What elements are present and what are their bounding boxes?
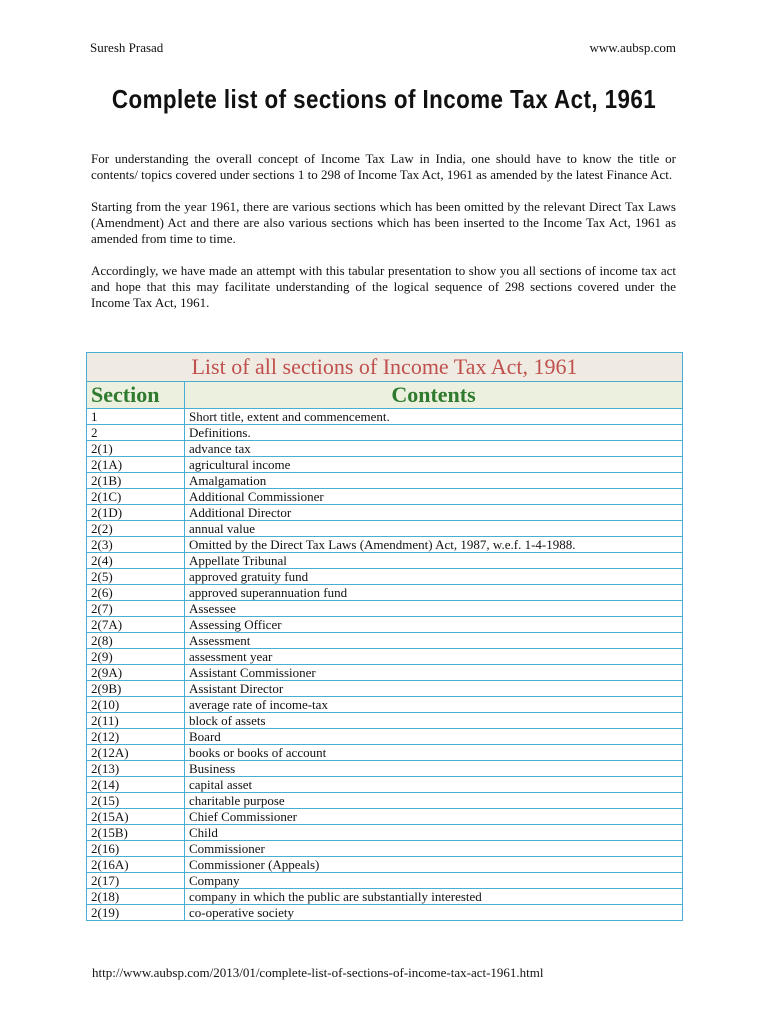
section-contents-cell: Omitted by the Direct Tax Laws (Amendment) Act, 1987, w.e.f. 1-4-1988. bbox=[185, 537, 683, 553]
section-number-cell: 2(16) bbox=[87, 841, 185, 857]
table-row bbox=[87, 489, 683, 505]
section-number-cell: 2(6) bbox=[87, 585, 185, 601]
table-row bbox=[87, 425, 683, 441]
section-contents-cell: agricultural income bbox=[185, 457, 683, 473]
section-number-cell: 2(1C) bbox=[87, 489, 185, 505]
section-contents-cell: co-operative society bbox=[185, 905, 683, 921]
section-contents-cell: advance tax bbox=[185, 441, 683, 457]
table-row bbox=[87, 905, 683, 921]
section-contents-cell: Board bbox=[185, 729, 683, 745]
section-number-cell: 2(15B) bbox=[87, 825, 185, 841]
section-number-cell: 2(1A) bbox=[87, 457, 185, 473]
section-number-cell: 2(10) bbox=[87, 697, 185, 713]
section-contents-cell: Short title, extent and commencement. bbox=[185, 409, 683, 425]
section-number-cell: 2(3) bbox=[87, 537, 185, 553]
table-row bbox=[87, 409, 683, 425]
header-site-link[interactable]: www.aubsp.com bbox=[589, 40, 676, 55]
table-row bbox=[87, 617, 683, 633]
section-contents-cell: Assessing Officer bbox=[185, 617, 683, 633]
section-number-cell: 2(9B) bbox=[87, 681, 185, 697]
sections-table bbox=[86, 352, 683, 921]
section-contents-cell: Amalgamation bbox=[185, 473, 683, 489]
table-row bbox=[87, 825, 683, 841]
section-contents-cell: annual value bbox=[185, 521, 683, 537]
section-number-cell: 2(11) bbox=[87, 713, 185, 729]
section-contents-cell: Commissioner bbox=[185, 841, 683, 857]
table-row bbox=[87, 745, 683, 761]
column-header-contents: Contents bbox=[185, 382, 683, 409]
section-contents-cell: Assessment bbox=[185, 633, 683, 649]
section-contents-cell: Assistant Director bbox=[185, 681, 683, 697]
section-contents-cell: Additional Commissioner bbox=[185, 489, 683, 505]
section-number-cell: 2(12) bbox=[87, 729, 185, 745]
table-row bbox=[87, 441, 683, 457]
section-number-cell: 1 bbox=[87, 409, 185, 425]
section-number-cell: 2(15A) bbox=[87, 809, 185, 825]
section-number-cell: 2(7A) bbox=[87, 617, 185, 633]
table-row bbox=[87, 697, 683, 713]
intro-paragraph: Starting from the year 1961, there are various sections which has been omitted by the relevant Direct Tax Laws (Amendment) Act and there are also various sections which has been inserted to the Income Tax Act, 1961 as amended from time to time. bbox=[91, 199, 676, 246]
section-contents-cell: Business bbox=[185, 761, 683, 777]
section-contents-cell: Child bbox=[185, 825, 683, 841]
section-contents-cell: Appellate Tribunal bbox=[185, 553, 683, 569]
table-row bbox=[87, 857, 683, 873]
section-number-cell: 2(15) bbox=[87, 793, 185, 809]
table-row bbox=[87, 601, 683, 617]
section-contents-cell: approved gratuity fund bbox=[185, 569, 683, 585]
table-title: List of all sections of Income Tax Act, 1961 bbox=[87, 353, 683, 382]
section-number-cell: 2(14) bbox=[87, 777, 185, 793]
section-number-cell: 2(1) bbox=[87, 441, 185, 457]
section-contents-cell: Additional Director bbox=[185, 505, 683, 521]
section-contents-cell: Commissioner (Appeals) bbox=[185, 857, 683, 873]
section-number-cell: 2(18) bbox=[87, 889, 185, 905]
section-contents-cell: Assessee bbox=[185, 601, 683, 617]
section-contents-cell: average rate of income-tax bbox=[185, 697, 683, 713]
table-row bbox=[87, 681, 683, 697]
footer-url[interactable]: http://www.aubsp.com/2013/01/complete-list-of-sections-of-income-tax-act-1961.html bbox=[92, 965, 544, 980]
section-number-cell: 2(12A) bbox=[87, 745, 185, 761]
intro-paragraph: Accordingly, we have made an attempt with this tabular presentation to show you all sections of income tax act and hope that this may facilitate understanding of the logical sequence of 298 sections covered under the Income Tax Act, 1961. bbox=[91, 263, 676, 310]
section-number-cell: 2(1B) bbox=[87, 473, 185, 489]
section-number-cell: 2(5) bbox=[87, 569, 185, 585]
page-title: Complete list of sections of Income Tax Act, 1961 bbox=[111, 84, 657, 114]
page-header bbox=[90, 40, 676, 56]
section-number-cell: 2(17) bbox=[87, 873, 185, 889]
section-contents-cell: capital asset bbox=[185, 777, 683, 793]
column-header-section: Section bbox=[87, 382, 185, 409]
table-row bbox=[87, 649, 683, 665]
intro-paragraph: For understanding the overall concept of Income Tax Law in India, one should have to know the title or contents/ topics covered under sections 1 to 298 of Income Tax Act, 1961 as amended by the latest Finance Act. bbox=[91, 151, 676, 182]
section-contents-cell: Definitions. bbox=[185, 425, 683, 441]
section-number-cell: 2(4) bbox=[87, 553, 185, 569]
section-number-cell: 2(2) bbox=[87, 521, 185, 537]
table-row bbox=[87, 553, 683, 569]
table-body bbox=[87, 409, 683, 921]
table-header-row bbox=[87, 382, 683, 409]
table-row bbox=[87, 729, 683, 745]
table-row bbox=[87, 889, 683, 905]
section-contents-cell: Chief Commissioner bbox=[185, 809, 683, 825]
section-number-cell: 2(7) bbox=[87, 601, 185, 617]
section-number-cell: 2(1D) bbox=[87, 505, 185, 521]
table-row bbox=[87, 793, 683, 809]
section-contents-cell: approved superannuation fund bbox=[185, 585, 683, 601]
table-row bbox=[87, 665, 683, 681]
section-number-cell: 2(9) bbox=[87, 649, 185, 665]
table-row bbox=[87, 457, 683, 473]
table-row bbox=[87, 521, 683, 537]
table-row bbox=[87, 761, 683, 777]
table-row bbox=[87, 809, 683, 825]
table-row bbox=[87, 777, 683, 793]
table-row bbox=[87, 537, 683, 553]
section-number-cell: 2 bbox=[87, 425, 185, 441]
intro-text bbox=[91, 151, 676, 327]
section-number-cell: 2(9A) bbox=[87, 665, 185, 681]
table-row bbox=[87, 505, 683, 521]
table-row bbox=[87, 633, 683, 649]
table-row bbox=[87, 841, 683, 857]
section-number-cell: 2(16A) bbox=[87, 857, 185, 873]
section-number-cell: 2(13) bbox=[87, 761, 185, 777]
section-contents-cell: Company bbox=[185, 873, 683, 889]
table-row bbox=[87, 585, 683, 601]
table-title-row bbox=[87, 353, 683, 382]
section-contents-cell: block of assets bbox=[185, 713, 683, 729]
section-number-cell: 2(8) bbox=[87, 633, 185, 649]
header-author: Suresh Prasad bbox=[90, 40, 164, 55]
table-row bbox=[87, 473, 683, 489]
section-contents-cell: company in which the public are substantially interested bbox=[185, 889, 683, 905]
table-row bbox=[87, 873, 683, 889]
table-row bbox=[87, 569, 683, 585]
section-contents-cell: Assistant Commissioner bbox=[185, 665, 683, 681]
section-contents-cell: books or books of account bbox=[185, 745, 683, 761]
table-row bbox=[87, 713, 683, 729]
section-contents-cell: assessment year bbox=[185, 649, 683, 665]
section-number-cell: 2(19) bbox=[87, 905, 185, 921]
section-contents-cell: charitable purpose bbox=[185, 793, 683, 809]
